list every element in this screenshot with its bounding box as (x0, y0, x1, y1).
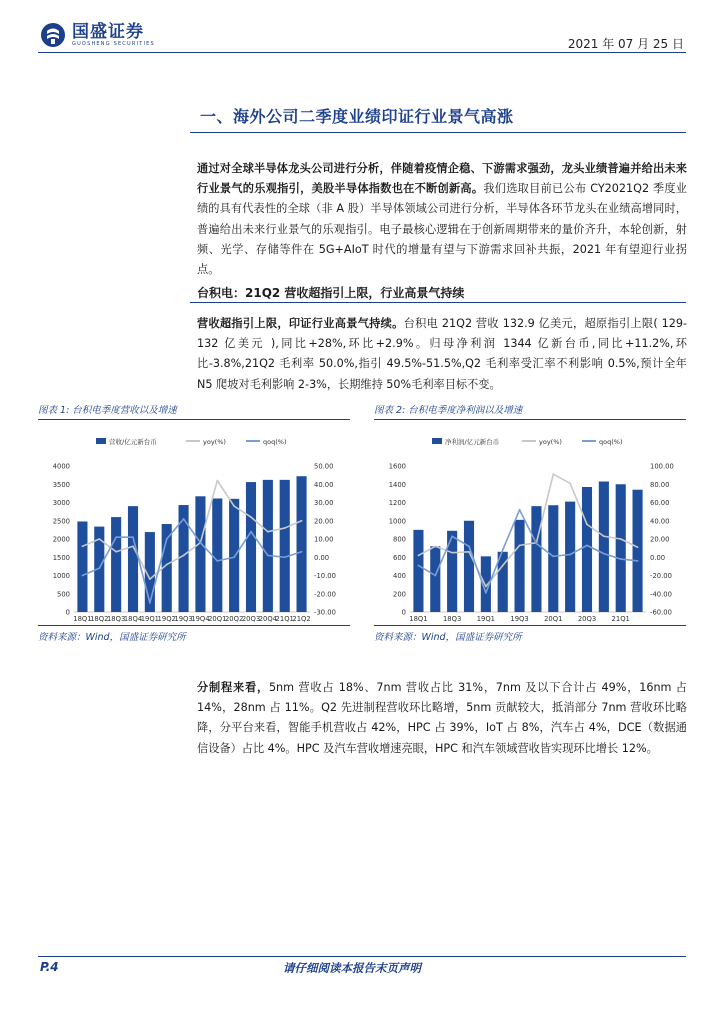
bar (246, 482, 256, 612)
y-left-tick-label: 1200 (388, 499, 406, 507)
y-right-tick-label: 100.00 (650, 462, 674, 471)
qoq-line-point (552, 555, 554, 557)
y-right-tick-label: 20.00 (314, 517, 334, 526)
legend-swatch-bars (96, 438, 106, 444)
yoy-line-point (502, 565, 504, 567)
yoy-line-point (166, 564, 168, 566)
net-profit-chart (374, 420, 686, 625)
y-left-tick-label: 1000 (388, 517, 406, 526)
bar (212, 498, 222, 612)
qoq-line-point (183, 518, 185, 520)
qoq-line-point (82, 575, 84, 577)
yoy-line-point (115, 551, 117, 553)
intro-paragraph (197, 159, 687, 280)
process-bold-text: 分制程来看， (197, 681, 269, 694)
legend-label: qoq(%) (599, 438, 623, 446)
bar (515, 520, 525, 612)
yoy-line-point (250, 516, 252, 518)
y-right-tick-label: -20.00 (314, 590, 336, 599)
y-right-tick-label: -40.00 (650, 590, 672, 599)
qoq-line-point (637, 560, 639, 562)
qoq-line-point (200, 542, 202, 544)
x-tick-label: 18Q3 (106, 615, 126, 623)
bar (280, 480, 290, 612)
bar (464, 521, 474, 612)
yoy-line-point (149, 578, 151, 580)
yoy-line-point (418, 555, 420, 557)
qoq-line-point (284, 556, 286, 558)
qoq-line-point (132, 536, 134, 538)
y-left-tick-label: 200 (393, 590, 406, 599)
qoq-line-point (250, 531, 252, 533)
x-tick-label: 19Q1 (140, 615, 160, 623)
intro-bold-text: 通过对全球半导体龙头公司进行分析，伴随着疫情企稳、下游需求强劲，龙头业绩普遍并给出未来行业景气的乐观指引，美股半导体指数也在不断创新高。 (197, 162, 687, 196)
bar (616, 484, 626, 612)
y-left-tick-label: 800 (393, 535, 406, 544)
bar (531, 506, 541, 612)
yoy-line-point (233, 505, 235, 507)
bar (195, 496, 205, 612)
y-left-tick-label: 0 (401, 608, 406, 617)
footer-disclaimer: 请仔细阅读本报告末页声明 (283, 961, 421, 975)
y-right-tick-label: -20.00 (650, 572, 672, 580)
yoy-line-point (603, 535, 605, 537)
y-left-tick-label: 1600 (388, 462, 406, 471)
y-left-tick-label: 0 (65, 608, 70, 617)
tsmc-bold-text: 营收超指引上限，印证行业高景气持续。 (197, 317, 404, 330)
header-divider (38, 52, 686, 53)
qoq-line-point (434, 575, 436, 577)
qoq-line-point (267, 555, 269, 557)
y-left-tick-label: 1400 (388, 480, 406, 489)
bar (263, 480, 273, 612)
x-tick-label: 20Q1 (544, 615, 563, 623)
y-left-tick-label: 1500 (52, 553, 70, 562)
y-right-tick-label: 10.00 (314, 535, 334, 544)
bar (77, 521, 87, 612)
logo-english-name: GUOSHENG SECURITIES (72, 40, 155, 47)
intro-body-text: 我们选取目前已公布 CY2021Q2 季度业绩的具有代表性的全球（非 A 股）半导体领域公司进行分析，半导体各环节龙头在业绩高增同时，普遍给出未来行业景气的乐观指引。电子最核心逻辑在于创新周期带来的量价齐升，本轮创新，射频、光学、存储等件在 5G+AIoT 时代的增量有望与下游需求回补共振，2021 年有望迎行业拐点。 (197, 182, 687, 277)
footer-divider (38, 956, 686, 957)
x-tick-label: 18Q2 (90, 615, 109, 623)
subsection-title: 台积电：21Q2 营收超指引上限，行业高景气持续 (197, 286, 465, 300)
yoy-line-point (132, 545, 134, 547)
x-tick-label: 21Q1 (275, 615, 294, 623)
yoy-line-point (82, 545, 84, 547)
qoq-line-point (603, 553, 605, 555)
bar (582, 487, 592, 612)
bar (179, 505, 189, 612)
yoy-line-point (98, 538, 100, 540)
x-tick-label: 21Q2 (292, 615, 311, 623)
qoq-line-point (166, 538, 168, 540)
y-right-tick-label: 0.00 (650, 553, 666, 562)
x-tick-label: 20Q1 (208, 615, 227, 623)
bar (297, 476, 307, 612)
x-tick-label: 19Q3 (510, 615, 529, 623)
bar (599, 482, 609, 612)
x-tick-label: 19Q2 (157, 615, 176, 623)
revenue-chart (38, 420, 350, 625)
yoy-line-point (284, 527, 286, 529)
process-paragraph (197, 678, 687, 759)
x-tick-label: 18Q1 (73, 615, 92, 623)
y-right-tick-label: 40.00 (650, 517, 670, 526)
company-logo (40, 22, 155, 48)
x-tick-label: 20Q3 (241, 615, 261, 623)
legend-label: yoy(%) (203, 438, 226, 446)
qoq-line-point (569, 554, 571, 556)
qoq-line-point (536, 543, 538, 545)
qoq-line-point (451, 535, 453, 537)
qoq-line-point (468, 545, 470, 547)
figure-source: 资料来源：Wind，国盛证券研究所 (374, 625, 686, 643)
x-tick-label: 21Q1 (611, 615, 630, 623)
figure-caption: 图表 2: 台积电季度净利润以及增速 (374, 403, 686, 420)
qoq-line-point (519, 509, 521, 511)
y-right-tick-label: 20.00 (650, 535, 670, 544)
y-right-tick-label: -10.00 (314, 572, 336, 580)
subsection-divider (190, 302, 686, 303)
bar (565, 502, 575, 612)
y-right-tick-label: 50.00 (314, 462, 334, 471)
x-tick-label: 20Q2 (224, 615, 244, 623)
yoy-line-point (451, 552, 453, 554)
legend-swatch-bars (432, 438, 442, 444)
page-number: P.4 (40, 960, 59, 974)
x-tick-label: 18Q1 (409, 615, 428, 623)
figure-source: 资料来源：Wind，国盛证券研究所 (38, 625, 350, 643)
report-date: 2021 年 07 月 25 日 (567, 37, 684, 51)
x-tick-label: 18Q3 (442, 615, 462, 623)
y-right-tick-label: 40.00 (314, 480, 334, 489)
qoq-line-point (485, 592, 487, 594)
y-left-tick-label: 1000 (52, 572, 70, 580)
y-left-tick-label: 600 (393, 553, 406, 562)
y-right-tick-label: 30.00 (314, 499, 334, 507)
y-right-tick-label: -30.00 (314, 608, 336, 617)
x-tick-label: 20Q4 (258, 615, 278, 623)
y-right-tick-label: 80.00 (650, 480, 670, 489)
legend-label: yoy(%) (539, 438, 562, 446)
tsmc-paragraph (197, 314, 687, 395)
yoy-line-point (586, 524, 588, 526)
figure-revenue (38, 403, 350, 643)
y-left-tick-label: 500 (57, 590, 70, 599)
yoy-line-point (267, 531, 269, 533)
section-divider (190, 132, 686, 133)
section-title: 一、海外公司二季度业绩印证行业景气高涨 (200, 107, 514, 126)
yoy-line-point (637, 546, 639, 548)
qoq-line-point (216, 560, 218, 562)
yoy-line-point (569, 482, 571, 484)
bar (548, 505, 558, 612)
y-left-tick-label: 2000 (52, 535, 70, 544)
qoq-line-point (301, 551, 303, 553)
figure-caption: 图表 1: 台积电季度营收以及增速 (38, 403, 350, 420)
legend-label: qoq(%) (263, 438, 287, 446)
y-left-tick-label: 4000 (52, 462, 70, 471)
y-left-tick-label: 2500 (52, 517, 70, 526)
y-left-tick-label: 3000 (52, 499, 70, 507)
legend-label: 营收/亿元新台币 (109, 438, 157, 446)
yoy-line-point (468, 551, 470, 553)
y-left-tick-label: 3500 (52, 480, 70, 489)
legend-label: 净利润/亿元新台币 (445, 438, 500, 446)
yoy-line-point (434, 545, 436, 547)
bar (413, 530, 423, 612)
bar (229, 499, 239, 612)
bar (633, 490, 643, 612)
yoy-line-point (216, 480, 218, 482)
guosheng-logo-icon (40, 22, 66, 48)
qoq-line-point (115, 536, 117, 538)
yoy-line-point (620, 538, 622, 540)
yoy-line-point (485, 586, 487, 588)
qoq-line-point (149, 602, 151, 604)
logo-chinese-name: 国盛证券 (72, 21, 144, 42)
qoq-line-point (233, 556, 235, 558)
bar (128, 506, 138, 612)
x-tick-label: 20Q3 (577, 615, 597, 623)
yoy-line-point (301, 520, 303, 522)
qoq-line-point (620, 558, 622, 560)
figure-net-profit (374, 403, 686, 643)
x-tick-label: 19Q3 (174, 615, 193, 623)
y-right-tick-label: -60.00 (650, 608, 672, 617)
qoq-line-point (586, 544, 588, 546)
yoy-line-point (519, 544, 521, 546)
yoy-line-point (183, 555, 185, 557)
tsmc-body-text: 台积电 21Q2 营收 132.9 亿美元，超原指引上限( 129-132 亿美元 ),同比+28%,环比+2.9%。归母净利润 1344 亿新台币,同比+11.2%,环比-3.8%,21Q2 毛利率 50.0%,指引 49.5%-51.5%,Q2 毛利率受汇率不利影响 0.5%,预计全年 N5 爬坡对毛利影响 2-3%，长期维持 50%毛利率目标不变。 (197, 317, 687, 391)
process-body-text: 5nm 营收占 18%、7nm 营收占比 31%，7nm 及以下合计占 49%，16nm 占 14%，28nm 占 11%。Q2 先进制程营收环比略增，5nm 贡献较大，抵消部分 7nm 营收环比略降，分平台来看，智能手机营收占 42%，HPC 占 39%，IoT 占 8%，汽车占 4%，DCE（数据通信设备）占比 4%。HPC 及汽车营收增速亮眼，HPC 和汽车领域营收皆实现环比增长 12%。 (197, 681, 687, 755)
qoq-line-point (418, 565, 420, 567)
bar (111, 517, 121, 612)
x-tick-label: 19Q1 (476, 615, 496, 623)
y-right-tick-label: 60.00 (650, 499, 670, 507)
qoq-line-point (98, 567, 100, 569)
y-left-tick-label: 400 (393, 572, 406, 580)
x-tick-label: 18Q4 (123, 615, 143, 623)
yoy-line-point (552, 473, 554, 475)
qoq-line-point (502, 549, 504, 551)
bar (430, 546, 440, 612)
y-right-tick-label: 0.00 (314, 553, 330, 562)
x-tick-label: 19Q4 (191, 615, 210, 623)
